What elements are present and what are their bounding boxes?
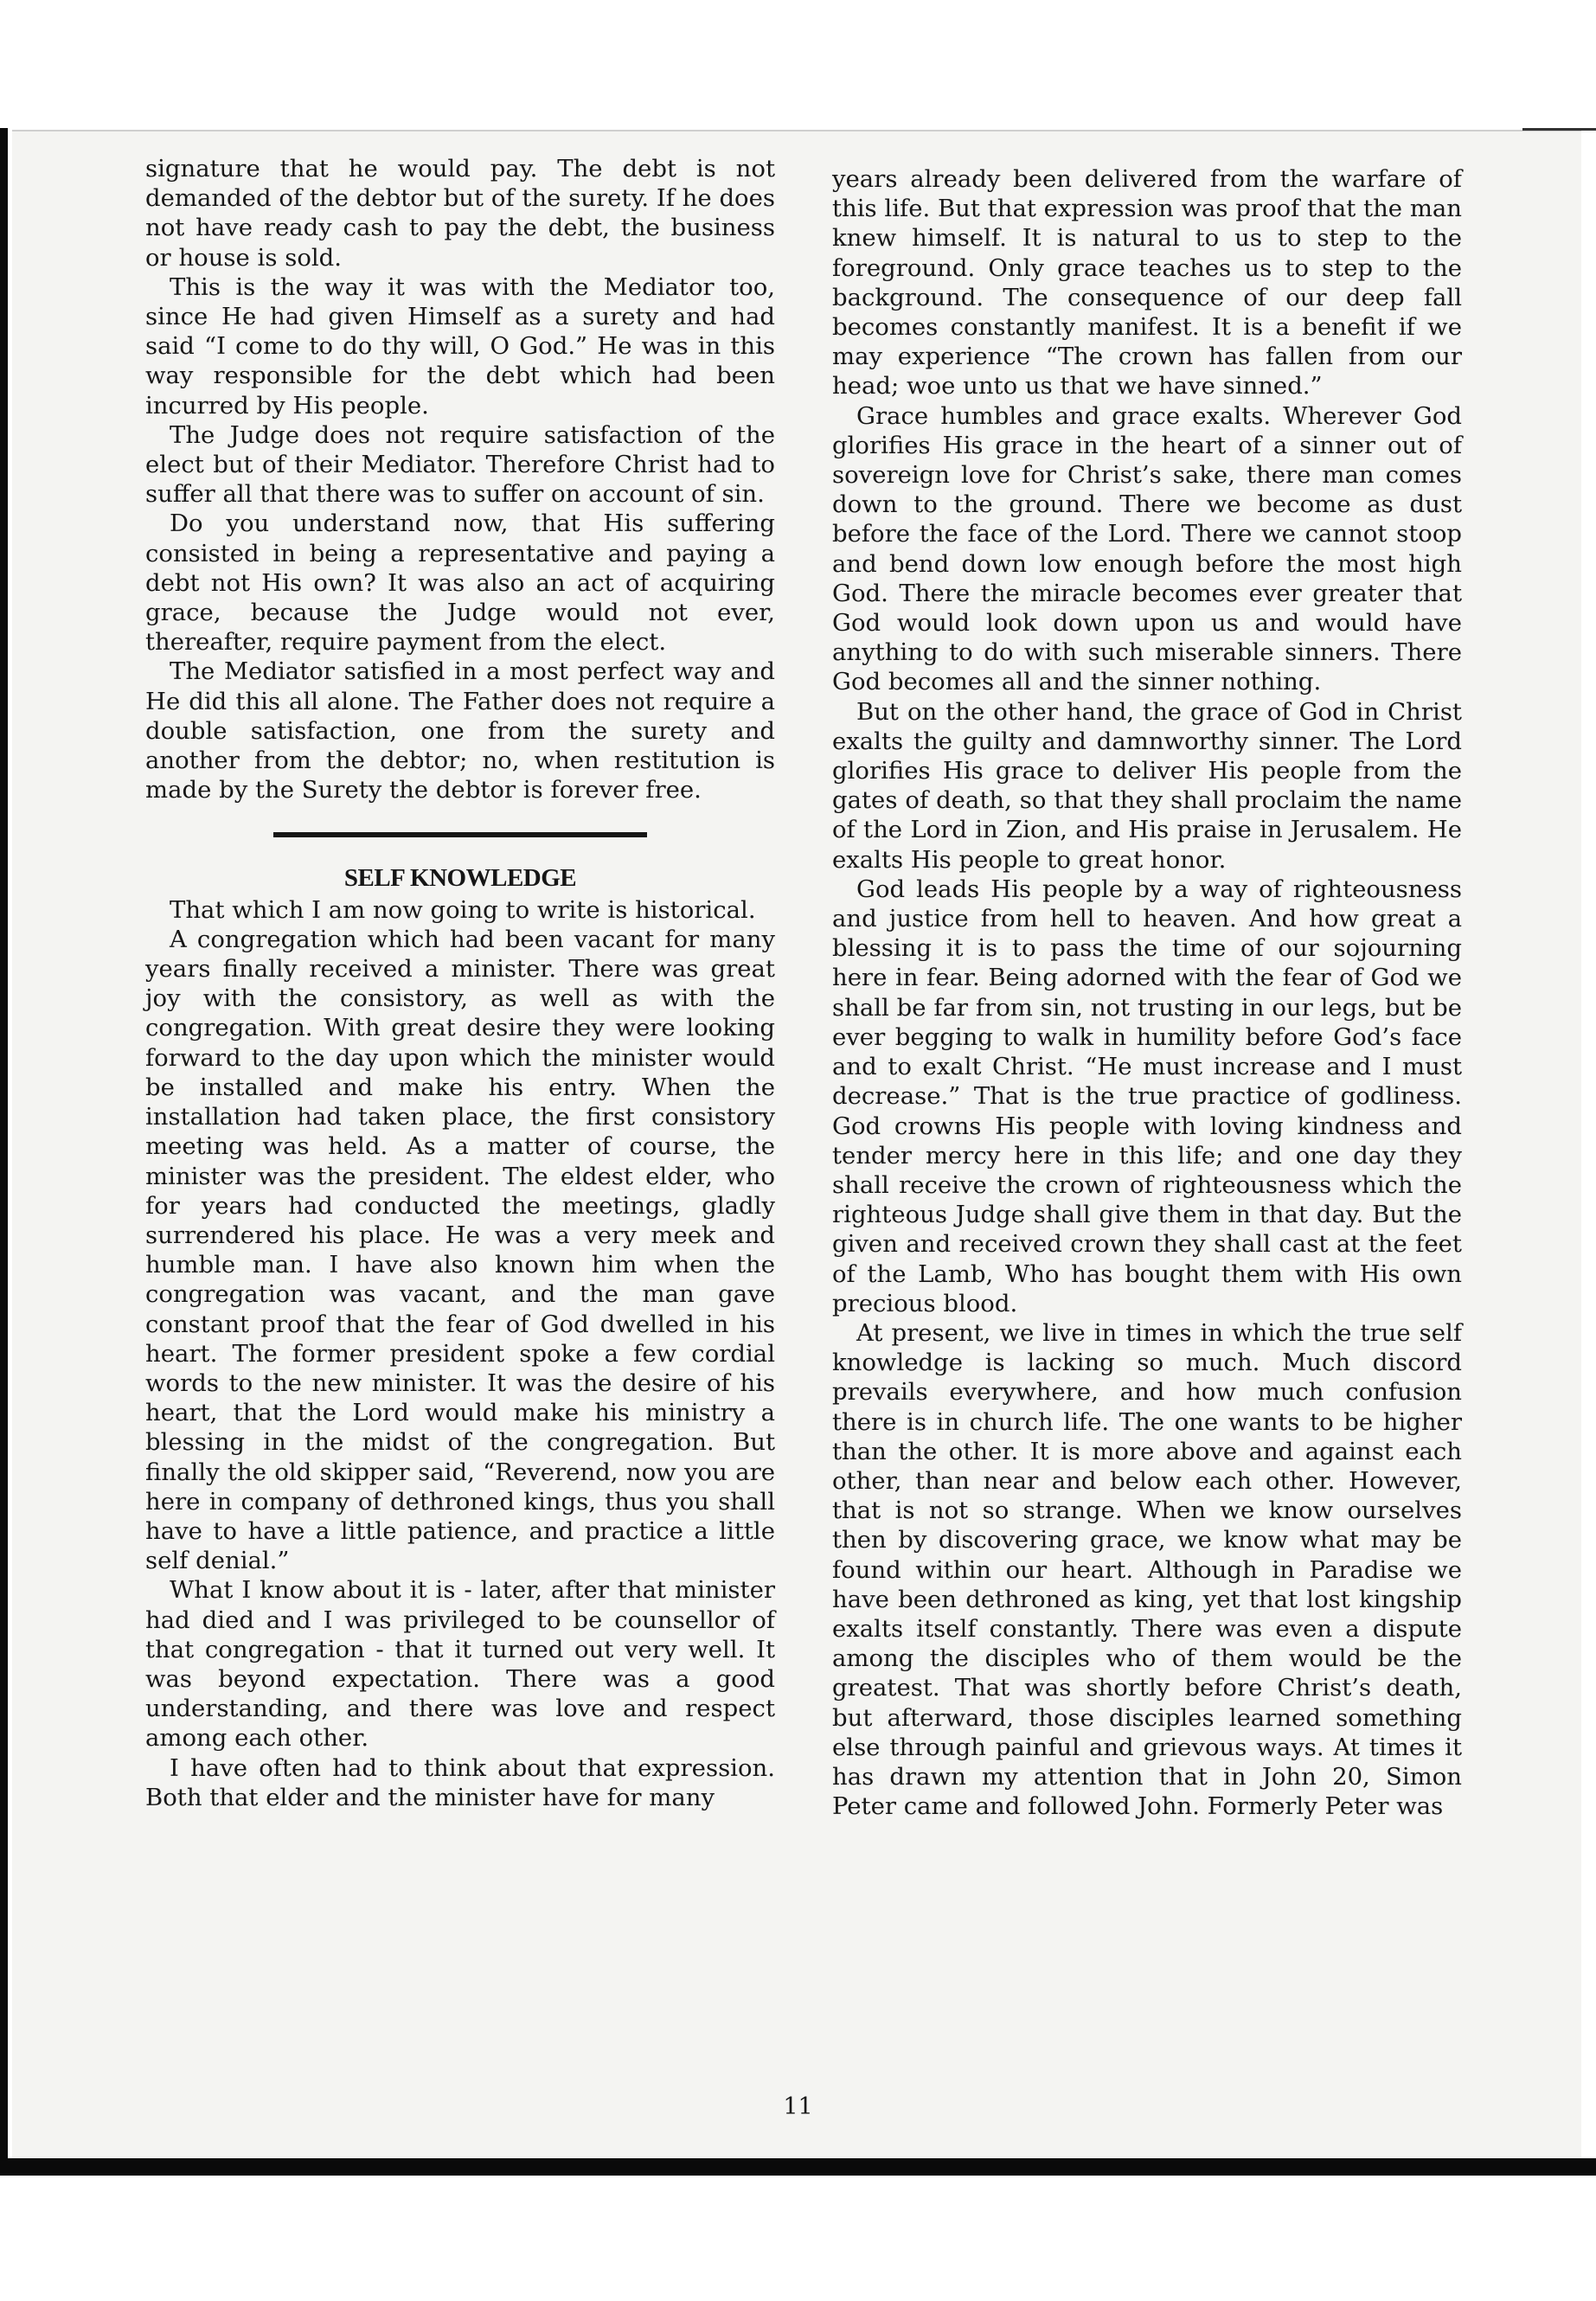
paragraph: years already been delivered from the warfare of this life. But that expression was proof that the man knew himself. It is natural to us to step to the foreground. Only grace teaches us to step to the background. The consequence of our deep fall becomes constantly manifest. It is a benefit if we may experience “The crown has fallen from our head; woe unto us that we have sinned.”	[832, 165, 1462, 401]
section-divider	[273, 832, 647, 837]
scan-bottom-edge	[0, 2158, 1596, 2176]
paragraph: The Judge does not require satisfaction of the elect but of their Mediator. Therefore Christ had to suffer all that there was to suffer on account of sin.	[145, 420, 775, 509]
right-column	[832, 164, 1462, 1821]
paragraph: The Mediator satisfied in a most perfect way and He did this all alone. The Father does not require a double satisfaction, one from the surety and another from the debtor; no, when restitution is made by the Surety the debtor is forever free.	[145, 657, 775, 804]
scan-left-edge	[0, 128, 8, 2161]
paragraph: That which I am now going to write is historical.	[170, 895, 756, 924]
paragraph: signature that he would pay. The debt is not demanded of the debtor but of the surety. If he does not have ready cash to pay the debt, the business or house is sold.	[145, 155, 775, 272]
paragraph: Do you understand now, that His suffering consisted in being a representative and paying a debt not His own? It was also an act of acquiring grace, because the Judge would not ever, thereafter, require payment from the elect.	[145, 510, 775, 657]
paragraph: At present, we live in times in which the true self knowledge is lacking so much. Much discord prevails everywhere, and how much confusion there is in church life. The one wants to be higher than the other. It is more above and against each other, than near and below each other. However, that is not so strange. When we know ourselves then by discovering grace, we know what may be found within our heart. Although in Paradise we have been dethroned as king, yet that lost kingship exalts itself constantly. There was even a dispute among the disciples who of them would be the greatest. That was shortly before Christ’s death, but afterward, those disciples learned something else through painful and grievous ways. At times it has drawn my attention that in John 20, Simon Peter came and followed John. Formerly Peter was	[832, 1318, 1462, 1821]
paragraph: A congregation which had been vacant for many years finally received a minister. There was great joy with the consistory, as well as with the congregation. With great desire they were looking forward to the day upon which the minister would be installed and make his entry. When the installation had taken place, the first consistory meeting was held. As a matter of course, the minister was the president. The eldest elder, who for years had conducted the meetings, gladly surrendered his place. He was a very meek and humble man. I have also known him when the congregation was vacant, and the man gave constant proof that the fear of God dwelled in his heart. The former president spoke a few cordial words to the new minister. It was the desire of his heart, that the Lord would make his ministry a blessing in the midst of the congregation. But finally the old skipper said, “Reverend, now you are here in company of dethroned kings, thus you shall have to have a little patience, and practice a little self denial.”	[145, 925, 775, 1575]
paragraph: What I know about it is - later, after that minister had died and I was privileged to be counsellor of that congregation - that it turned out very well. It was beyond expectation. There was a good understanding, and there was love and respect among each other.	[145, 1576, 775, 1753]
section-heading: SELF KNOWLEDGE	[343, 864, 577, 893]
left-column	[145, 154, 775, 1812]
scan-mark	[1522, 128, 1596, 131]
paragraph: I have often had to think about that expression. Both that elder and the minister have for many	[145, 1753, 775, 1811]
paragraph: Grace humbles and grace exalts. Wherever God glorifies His grace in the heart of a sinner out of sovereign love for Christ’s sake, there man comes down to the ground. There we become as dust before the face of the Lord. There we cannot stoop and bend down low enough before the most high God. There the miracle becomes ever greater that God would look down upon us and would have anything to do with such miserable sinners. There God becomes all and the sinner nothing.	[832, 401, 1462, 696]
page-number: 11	[783, 2093, 813, 2120]
paragraph: God leads His people by a way of righteousness and justice from hell to heaven. And how great a blessing it is to pass the time of our sojourning here in fear. Being adorned with the fear of God we shall be far from sin, not trusting in our legs, but be ever begging to walk in humility before God’s face and to exalt Christ. “He must increase and I must decrease.” That is the true practice of godliness. God crowns His people with loving kindness and tender mercy here in this life; and one day they shall receive the crown of righteousness which the righteous Judge shall give them in that day. But the given and received crown they shall cast at the feet of the Lamb, Who has bought them with His own precious blood.	[832, 875, 1462, 1317]
paragraph: This is the way it was with the Mediator too, since He had given Himself as a surety and had said “I come to do thy will, O God.” He was in this way responsible for the debt which had been incurred by His people.	[145, 272, 775, 420]
scan-top-margin	[0, 0, 1596, 128]
paragraph: But on the other hand, the grace of God in Christ exalts the guilty and damnworthy sinner. The Lord glorifies His grace to deliver His people from the gates of death, so that they shall proclaim the name of the Lord in Zion, and His praise in Jerusalem. He exalts His people to great honor.	[832, 697, 1462, 874]
